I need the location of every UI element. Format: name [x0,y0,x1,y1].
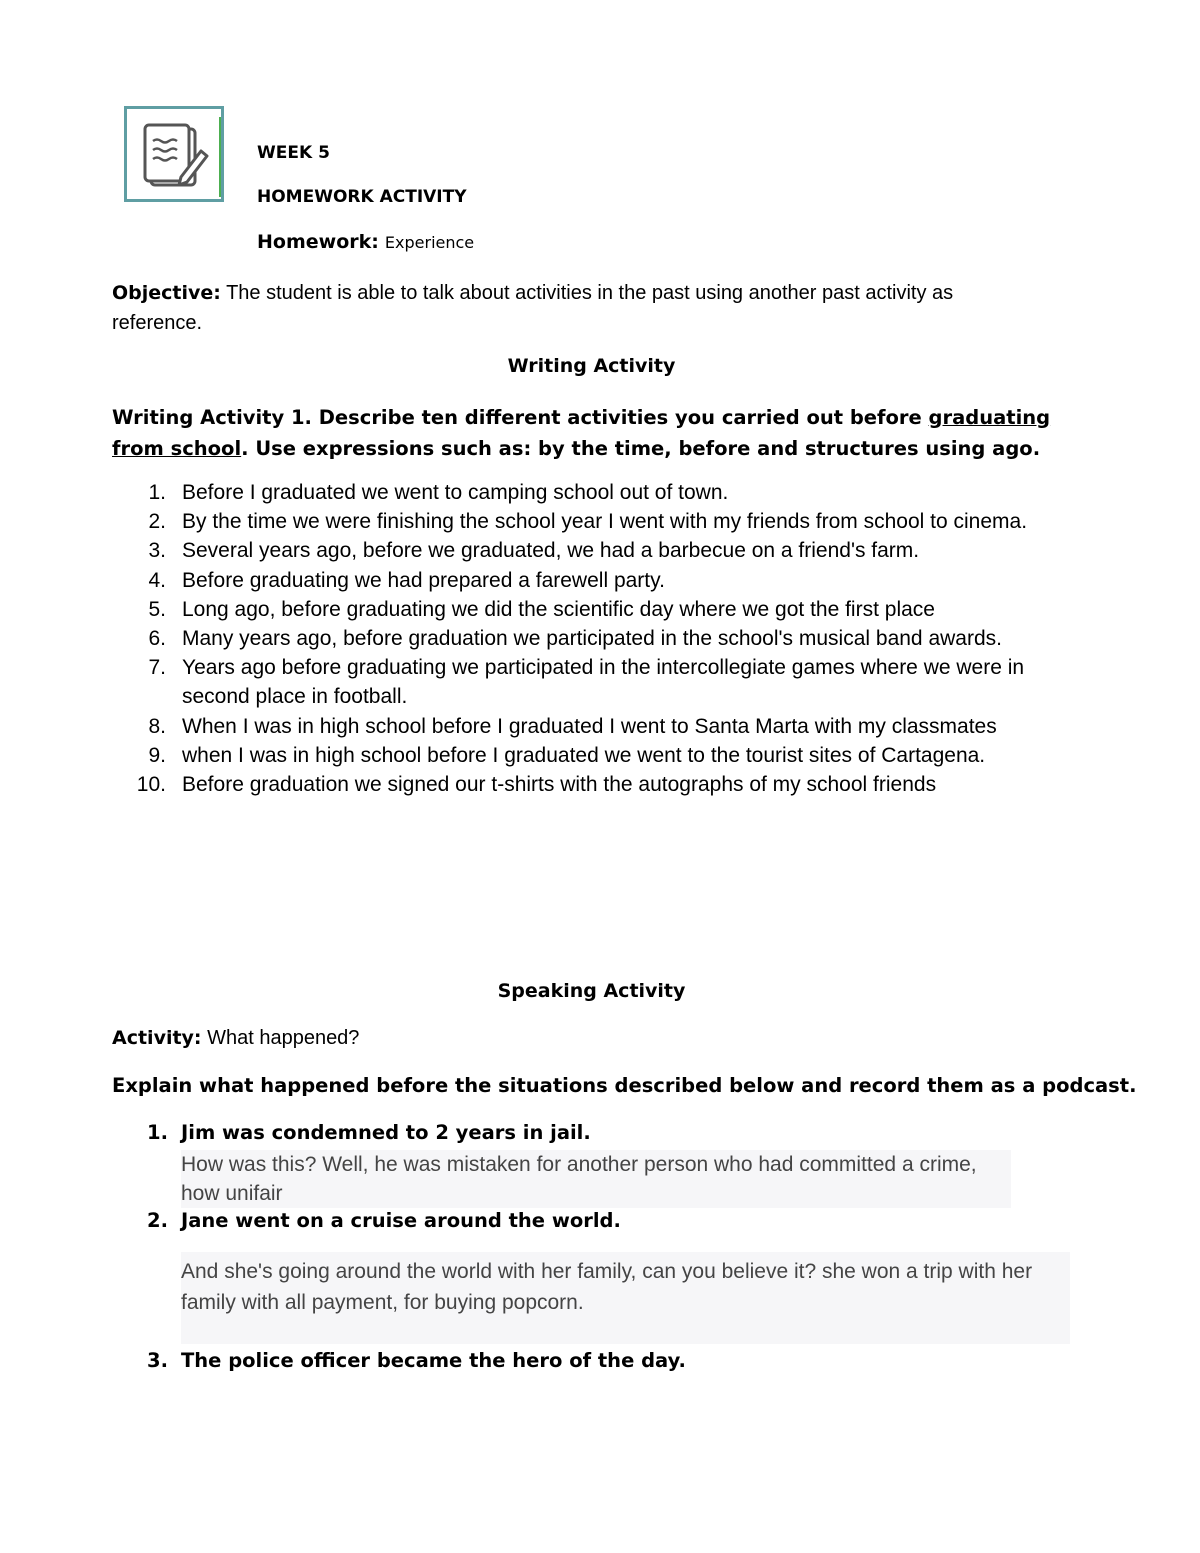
list-item: 1. Before I graduated we went to camping school out of town. [148,481,729,504]
list-item: 7. Years ago before graduating we participated in the intercollegiate games where we were in second place in football. [148,656,1025,709]
homework-logo [124,106,224,202]
speaking-activity-value: What happened? [201,1027,360,1049]
speaking-activity-line [112,1027,359,1050]
list-item: 4. Before graduating we had prepared a farewell party. [148,568,665,592]
list-item: 5. Long ago, before graduating we did the scientific day where we got the first place [148,597,935,621]
speaking-item-3-situation: The police officer became the hero of the day. [181,1349,686,1372]
homework-line [257,231,474,253]
homework-value: Experience [384,233,475,252]
objective-text: The student is able to talk about activities in the past using another past activity as reference. [112,282,954,334]
writing-prompt-text-end: . Use expressions such as: by the time, before and structures using ago. [241,437,1041,460]
writing-prompt-underlined: graduating from school [112,406,1051,460]
list-item: 8. When I was in high school before I graduated I went to Santa Marta with my classmates [148,714,997,738]
speaking-item-2-answer: And she's going around the world with her family, can you believe it? she won a trip with her family with all payment, for buying popcorn. [181,1260,1033,1314]
homework-label: Homework: [257,231,379,253]
list-item: 9. when I was in high school before I graduated we went to the tourist sites of Cartagena. [148,743,986,767]
speaking-item-2-situation: Jane went on a cruise around the world. [181,1209,621,1232]
list-item: 6. Many years ago, before graduation we participated in the school's musical band awards. [148,627,1002,651]
objective-label: Objective: [112,282,221,304]
speaking-item-2-answer-box [181,1252,1070,1344]
writing-list [112,478,1072,799]
speaking-item-2-num: 2. [147,1209,168,1232]
speaking-item-1-situation: Jim was condemned to 2 years in jail. [181,1121,591,1144]
speaking-item-1-num: 1. [147,1121,168,1144]
speaking-item-3-num: 3. [147,1349,168,1372]
speaking-item-1-answer: How was this? Well, he was mistaken for another person who had committed a crime, how unifair [181,1150,1011,1208]
list-item: 3. Several years ago, before we graduated, we had a barbecue on a friend's farm. [148,539,920,563]
list-item: 2. By the time we were finishing the school year I went with my friends from school to cinema. [148,510,1028,534]
writing-prompt-text: Writing Activity 1. Describe ten different activities you carried out before [112,406,929,429]
logo-accent-bar [219,117,221,197]
list-item: 10. Before graduation we signed our t-shirts with the autographs of my school friends [136,773,937,797]
activity-type-label: HOMEWORK ACTIVITY [257,187,467,207]
writing-heading: Writing Activity [507,355,676,377]
notebook-pencil-icon [141,121,213,193]
writing-prompt [112,402,1082,464]
speaking-instruction: Explain what happened before the situations described below and record them as a podcast. [112,1074,1137,1097]
objective [112,278,1042,338]
speaking-heading: Speaking Activity [497,980,686,1002]
week-label: WEEK 5 [257,143,330,163]
speaking-activity-label: Activity: [112,1027,202,1049]
